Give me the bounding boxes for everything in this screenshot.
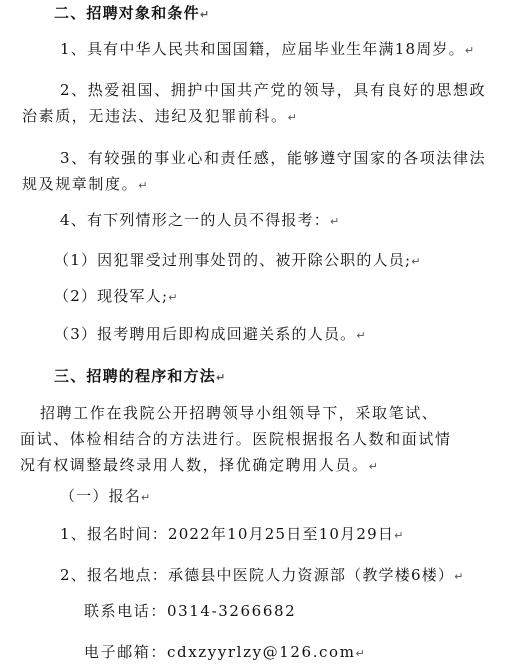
paragraph-mark-icon: ↵ <box>138 179 148 192</box>
contact-phone: 联系电话：0314-3266682 <box>84 602 297 620</box>
procedure-paragraph-line-3: 况有权调整最终录用人数，择优确定聘用人员。↵ <box>20 456 378 474</box>
section-2-heading: 二、招聘对象和条件↵ <box>54 4 210 22</box>
condition-item-3-line-1: 3、有较强的事业心和责任感，能够遵守国家的各项法律法 <box>60 149 487 167</box>
procedure-paragraph-line-2: 面试、体检相结合的方法进行。医院根据报名人数和面试情 <box>20 430 452 448</box>
paragraph-mark-icon: ↵ <box>411 255 421 268</box>
procedure-paragraph-line-1: 招聘工作在我院公开招聘领导小组领导下，采取笔试、 <box>40 404 439 422</box>
exclusion-item-2: （2）现役军人;↵ <box>54 287 178 305</box>
paragraph-mark-icon: ↵ <box>216 371 226 384</box>
paragraph-mark-icon: ↵ <box>355 647 365 660</box>
contact-email: 电子邮箱：cdxzyyrlzy@126.com↵ <box>84 643 365 661</box>
paragraph-mark-icon: ↵ <box>141 491 151 504</box>
exclusion-item-3: （3）报考聘用后即构成回避关系的人员。↵ <box>54 325 366 343</box>
condition-item-4: 4、有下列情形之一的人员不得报考：↵ <box>60 211 340 229</box>
paragraph-mark-icon: ↵ <box>287 111 297 124</box>
paragraph-mark-icon: ↵ <box>454 570 464 583</box>
paragraph-mark-icon: ↵ <box>394 529 404 542</box>
paragraph-mark-icon: ↵ <box>199 8 210 21</box>
section-3-heading: 三、招聘的程序和方法↵ <box>54 367 226 385</box>
registration-place: 2、报名地点：承德县中医院人力资源部（教学楼6楼）↵ <box>60 566 464 584</box>
paragraph-mark-icon: ↵ <box>368 460 378 473</box>
condition-item-1: 1、具有中华人民共和国国籍，应届毕业生年满18周岁。↵ <box>60 40 475 58</box>
paragraph-mark-icon: ↵ <box>356 329 366 342</box>
exclusion-item-1: （1）因犯罪受过刑事处罚的、被开除公职的人员;↵ <box>54 251 421 269</box>
paragraph-mark-icon: ↵ <box>329 215 340 228</box>
condition-item-3-line-2: 规及规章制度。↵ <box>22 175 148 193</box>
registration-subheading: （一）报名↵ <box>60 487 151 505</box>
condition-item-2-line-1: 2、热爱祖国、拥护中国共产党的领导，具有良好的思想政 <box>60 81 487 99</box>
condition-item-2-line-2: 治素质，无违法、违纪及犯罪前科。↵ <box>22 107 297 125</box>
paragraph-mark-icon: ↵ <box>168 291 178 304</box>
paragraph-mark-icon: ↵ <box>464 44 475 57</box>
registration-time: 1、报名时间：2022年10月25日至10月29日↵ <box>60 525 404 543</box>
